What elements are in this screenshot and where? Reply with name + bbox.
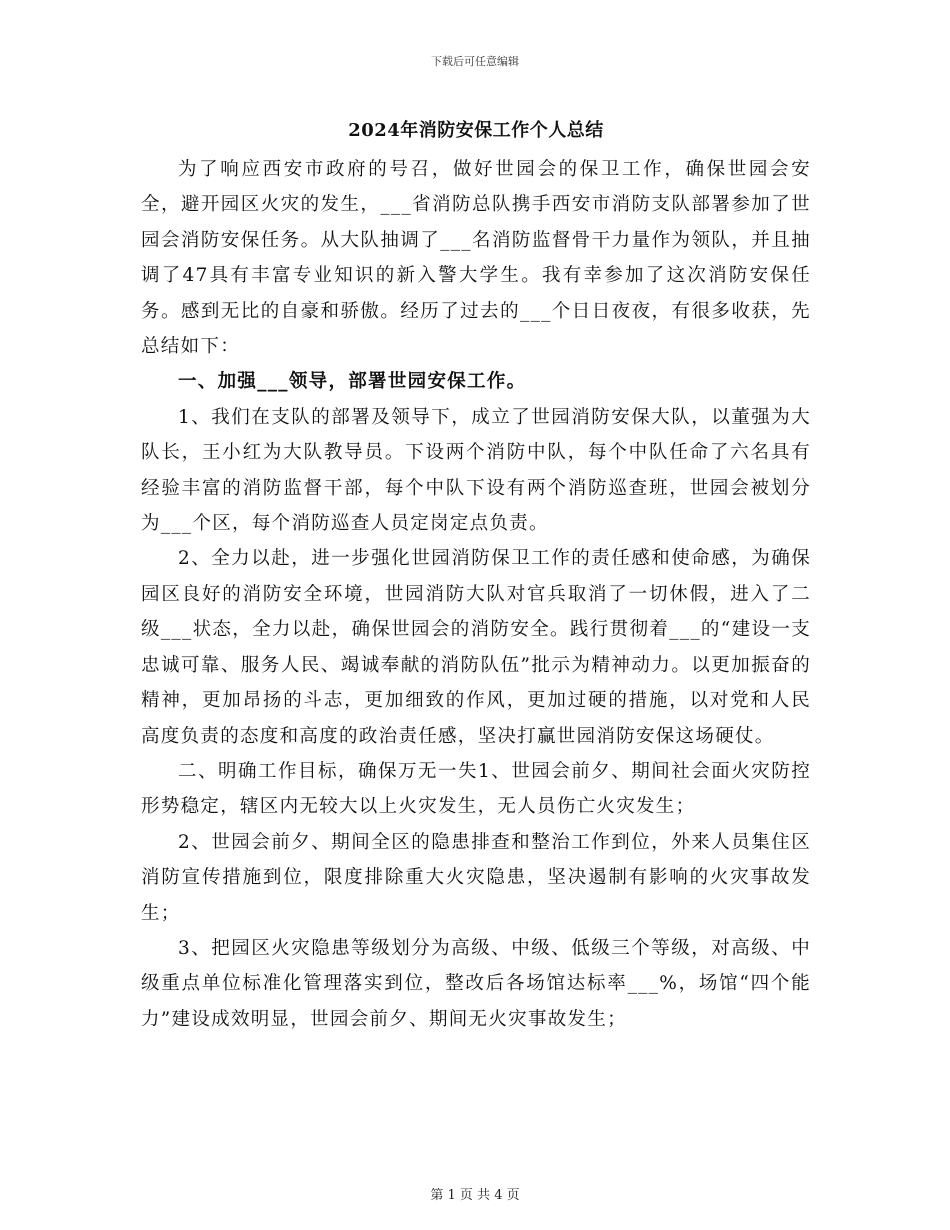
paragraph-intro: 为了响应西安市政府的号召，做好世园会的保卫工作，确保世园会安全，避开园区火灾的发生，___省消防总队携手西安市消防支队部署参加了世园会消防安保任务。从大队抽调了___名消防监督骨干力量作为领队，并且抽调了47具有丰富专业知识的新入警大学生。我有幸参加了这次消防安保任务。感到无比的自豪和骄傲。经历了过去的___个日日夜夜，有很多收获，先总结如下： <box>141 159 811 358</box>
paragraph-goal-3: 3、把园区火灾隐患等级划分为高级、中级、低级三个等级，对高级、中级重点单位标准化管理落实到位，整改后各场馆达标率___%，场馆“四个能力”建设成效明显，世园会前夕、期间无火灾事故发生； <box>141 937 811 1030</box>
paragraph-item-2: 2、全力以赴，进一步强化世园消防保卫工作的责任感和使命感，为确保园区良好的消防安全环境，世园消防大队对官兵取消了一切休假，进入了二级___状态，全力以赴，确保世园会的消防安全。践行贯彻着___的“建设一支忠诚可靠、服务人民、竭诚奉献的消防队伍”批示为精神动力。以更加振奋的精神，更加昂扬的斗志，更加细致的作风，更加过硬的措施，以对党和人民高度负责的态度和高度的政治责任感，坚决打赢世园消防安保这场硬仗。 <box>141 548 811 747</box>
page-header: 下载后可任意编辑 <box>431 55 519 68</box>
paragraph-item-1: 1、我们在支队的部署及领导下，成立了世园消防安保大队，以董强为大队长，王小红为大队教导员。下设两个消防中队，每个中队任命了六名具有经验丰富的消防监督干部，每个中队下设有两个消防巡查班，世园会被划分为___个区，每个消防巡查人员定岗定点负责。 <box>141 406 811 535</box>
section-heading-2: 二、明确工作目标，确保万无一失1、世园会前夕、期间社会面火灾防控形势稳定，辖区内无较大以上火灾发生，无人员伤亡火灾发生； <box>141 760 811 818</box>
document-title: 2024年消防安保工作个人总结 <box>348 120 604 141</box>
paragraph-goal-2: 2、世园会前夕、期间全区的隐患排查和整治工作到位，外来人员集住区消防宣传措施到位，限度排除重大火灾隐患，坚决遏制有影响的火灾事故发生； <box>141 831 811 924</box>
document-body <box>141 113 811 1037</box>
section-heading-1: 一、加强___领导，部署世园安保工作。 <box>178 371 527 393</box>
page-footer: 第 1 页 共 4 页 <box>430 1188 520 1203</box>
